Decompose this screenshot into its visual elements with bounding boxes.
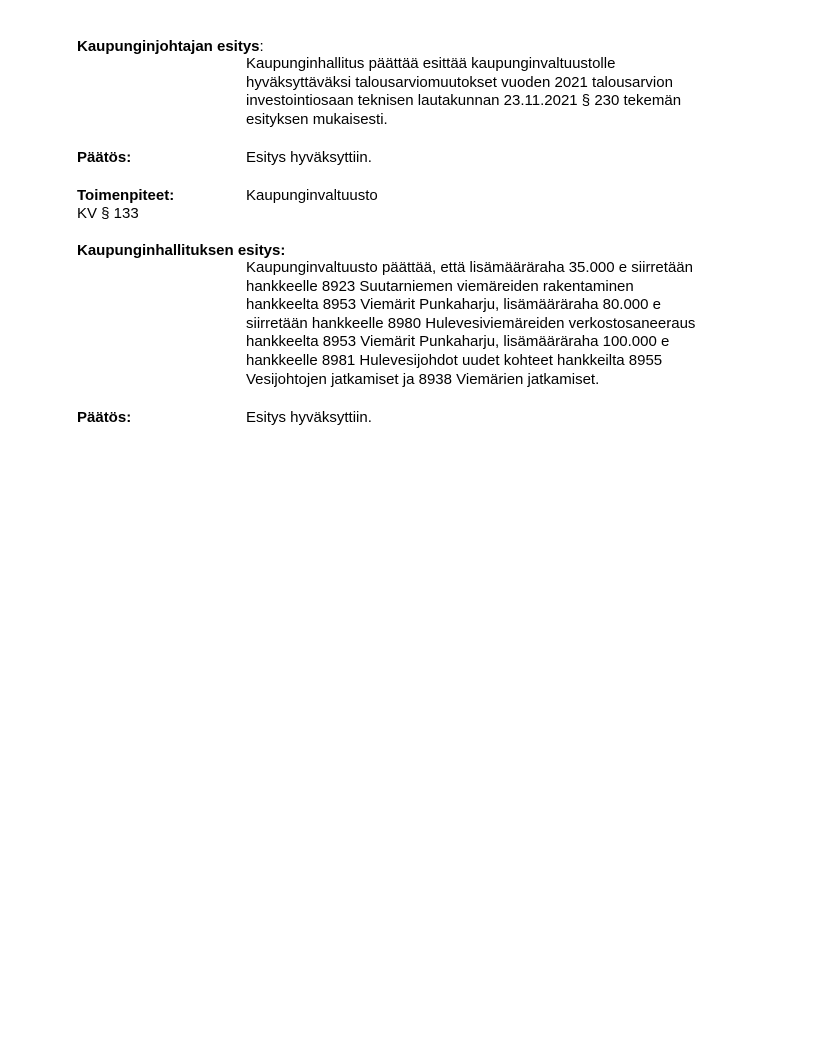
section-heading-board-proposal: Kaupunginhallituksen esitys: (77, 242, 286, 259)
text-line: hankkeelle 8923 Suutarniemen viemäreiden rakentaminen (246, 277, 634, 295)
text-line: Kaupunginhallitus päättää esittää kaupunginvaltuustolle (246, 55, 616, 72)
text-line: hyväksyttäväksi talousarviomuutokset vuoden 2021 talousarvion (246, 73, 673, 91)
board-proposal-text (246, 259, 695, 389)
decision-value: Esitys hyväksyttiin. (246, 409, 372, 426)
actions-value: Kaupunginvaltuusto (246, 187, 378, 204)
heading-text: Kaupunginjohtajan esitys (77, 38, 260, 55)
decision-label: Päätös: (77, 409, 132, 426)
heading-colon: : (259, 38, 264, 55)
section-heading-mayor-proposal (77, 38, 264, 56)
text-line: hankkeelle 8981 Hulevesijohdot uudet kohteet hankkeilta 8955 (246, 351, 663, 369)
text-line: siirretään hankkeelle 8980 Hulevesiviemäreiden verkostosaneeraus (246, 314, 696, 332)
text-line: investointiosaan teknisen lautakunnan 23.11.2021 § 230 tekemän (246, 92, 682, 110)
text-line: hankkeelta 8953 Viemärit Punkaharju, lisämääräraha 80.000 e (246, 296, 661, 314)
decision-label: Päätös: (77, 149, 132, 166)
actions-label: Toimenpiteet: (77, 187, 175, 204)
decision-value: Esitys hyväksyttiin. (246, 149, 372, 166)
text-line: esityksen mukaisesti. (246, 110, 388, 128)
mayor-proposal-text (246, 55, 681, 129)
actions-reference: KV § 133 (77, 205, 139, 222)
text-line: Kaupunginvaltuusto päättää, että lisämääräraha 35.000 e siirretään (246, 259, 693, 276)
text-line: hankkeelta 8953 Viemärit Punkaharju, lisämääräraha 100.000 e (246, 333, 670, 351)
text-line: Vesijohtojen jatkamiset ja 8938 Viemärien jatkamiset. (246, 370, 600, 388)
